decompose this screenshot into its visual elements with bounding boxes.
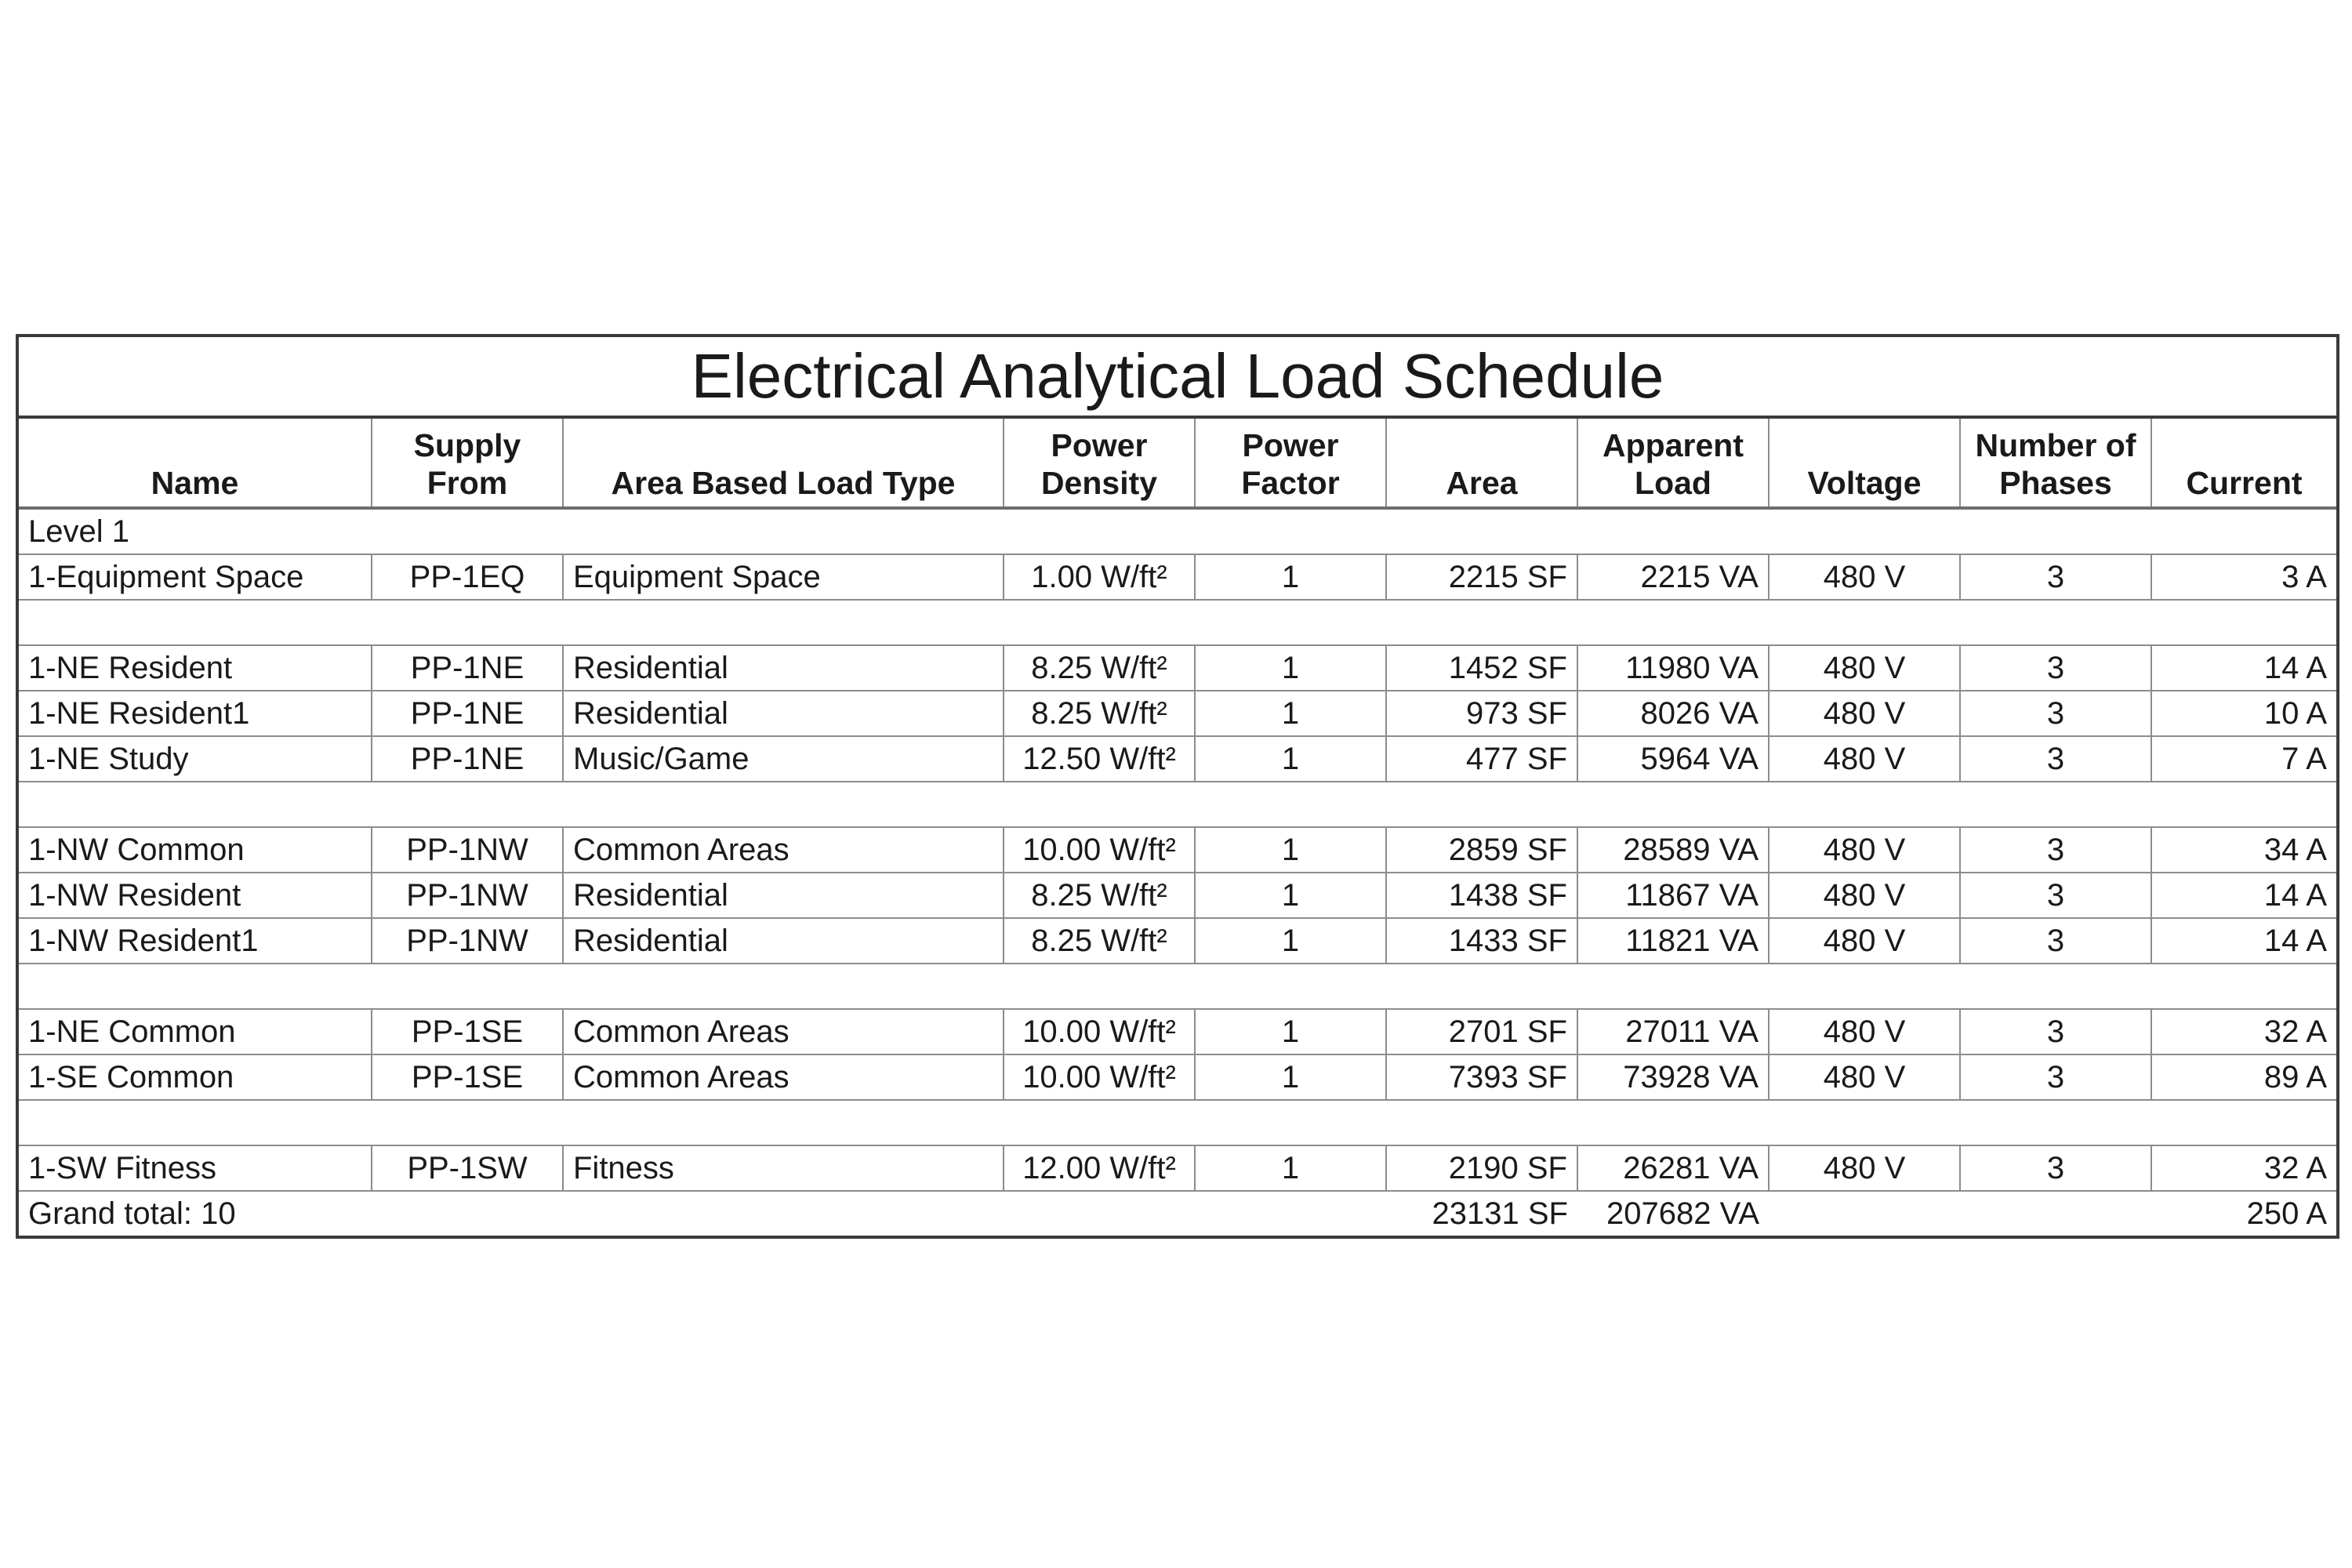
cell-phases: 3 [1960,554,2151,600]
cell-voltage: 480 V [1769,918,1960,964]
column-header-text: Phases [1999,465,2112,501]
cell-power-density: 8.25 W/ft² [1004,873,1195,918]
column-header-text: Load [1635,465,1711,501]
cell-supply-from: PP-1SE [372,1009,563,1054]
cell-power-factor: 1 [1195,827,1386,873]
cell-power-factor: 1 [1195,736,1386,782]
cell-supply-from: PP-1NW [372,827,563,873]
grand-total-label: Grand total: 10 [19,1191,1386,1236]
cell-power-density: 8.25 W/ft² [1004,918,1195,964]
cell-load-type: Residential [563,873,1004,918]
level-label: Level 1 [19,508,2336,554]
cell-phases: 3 [1960,1054,2151,1100]
cell-current: 14 A [2151,873,2336,918]
cell-power-factor: 1 [1195,1054,1386,1100]
cell-name: 1-NE Resident [19,645,372,691]
cell-power-factor: 1 [1195,1009,1386,1054]
cell-current: 7 A [2151,736,2336,782]
cell-supply-from: PP-1NW [372,918,563,964]
spacer-cell [19,964,2336,1009]
cell-supply-from: PP-1EQ [372,554,563,600]
schedule-grid [19,419,2336,1236]
cell-current: 34 A [2151,827,2336,873]
cell-current: 89 A [2151,1054,2336,1100]
cell-voltage: 480 V [1769,1054,1960,1100]
cell-name: 1-SW Fitness [19,1145,372,1191]
cell-power-factor: 1 [1195,1145,1386,1191]
column-header-text: From [426,465,508,501]
cell-voltage: 480 V [1769,1145,1960,1191]
cell-phases: 3 [1960,1145,2151,1191]
cell-phases: 3 [1960,736,2151,782]
cell-supply-from: PP-1SE [372,1054,563,1100]
column-header-text: Area Based Load Type [611,465,956,501]
column-header-text: Area [1446,465,1518,501]
table-row [19,827,2336,873]
cell-name: 1-NW Resident [19,873,372,918]
cell-voltage: 480 V [1769,645,1960,691]
cell-apparent-load: 2215 VA [1577,554,1769,600]
cell-area: 2859 SF [1386,827,1577,873]
table-row [19,736,2336,782]
column-header-supply-from [372,419,563,508]
table-row [19,918,2336,964]
grand-total-row [19,1191,2336,1236]
cell-current: 32 A [2151,1009,2336,1054]
cell-load-type: Residential [563,691,1004,736]
cell-power-factor: 1 [1195,918,1386,964]
cell-load-type: Residential [563,918,1004,964]
cell-supply-from: PP-1SW [372,1145,563,1191]
cell-voltage: 480 V [1769,554,1960,600]
cell-current: 14 A [2151,645,2336,691]
table-row [19,554,2336,600]
level-header-row [19,508,2336,554]
cell-power-factor: 1 [1195,554,1386,600]
cell-area: 2215 SF [1386,554,1577,600]
column-header-power-density [1004,419,1195,508]
cell-area: 2190 SF [1386,1145,1577,1191]
cell-current: 32 A [2151,1145,2336,1191]
cell-power-density: 10.00 W/ft² [1004,827,1195,873]
cell-apparent-load: 8026 VA [1577,691,1769,736]
grand-total-area: 23131 SF [1386,1191,1577,1236]
cell-apparent-load: 26281 VA [1577,1145,1769,1191]
table-row [19,1009,2336,1054]
column-header-text: Power [1051,427,1148,463]
cell-apparent-load: 11980 VA [1577,645,1769,691]
column-header-text: Current [2186,465,2303,501]
cell-area: 477 SF [1386,736,1577,782]
cell-phases: 3 [1960,827,2151,873]
cell-area: 1452 SF [1386,645,1577,691]
cell-apparent-load: 5964 VA [1577,736,1769,782]
column-header-load-type [563,419,1004,508]
cell-load-type: Fitness [563,1145,1004,1191]
table-row [19,691,2336,736]
column-header-text: Number of [1975,427,2136,463]
group-spacer-row [19,600,2336,645]
load-schedule-table [16,334,2339,1239]
cell-power-density: 8.25 W/ft² [1004,691,1195,736]
table-row [19,1145,2336,1191]
cell-name: 1-NW Common [19,827,372,873]
cell-supply-from: PP-1NE [372,736,563,782]
cell-current: 3 A [2151,554,2336,600]
column-header-voltage [1769,419,1960,508]
table-row [19,645,2336,691]
cell-voltage: 480 V [1769,827,1960,873]
grand-total-current: 250 A [2151,1191,2336,1236]
cell-power-factor: 1 [1195,691,1386,736]
cell-name: 1-NW Resident1 [19,918,372,964]
cell-apparent-load: 11867 VA [1577,873,1769,918]
schedule-title: Electrical Analytical Load Schedule [19,337,2336,419]
column-header-area [1386,419,1577,508]
cell-voltage: 480 V [1769,691,1960,736]
cell-name: 1-NE Study [19,736,372,782]
cell-supply-from: PP-1NW [372,873,563,918]
schedule-body [19,508,2336,1236]
column-header-text: Apparent [1602,427,1744,463]
cell-area: 1438 SF [1386,873,1577,918]
group-spacer-row [19,782,2336,827]
group-spacer-row [19,964,2336,1009]
cell-power-density: 10.00 W/ft² [1004,1009,1195,1054]
cell-load-type: Residential [563,645,1004,691]
cell-apparent-load: 27011 VA [1577,1009,1769,1054]
table-row [19,873,2336,918]
cell-supply-from: PP-1NE [372,691,563,736]
cell-name: 1-SE Common [19,1054,372,1100]
cell-power-density: 10.00 W/ft² [1004,1054,1195,1100]
column-header-text: Voltage [1807,465,1922,501]
header-row [19,419,2336,508]
cell-power-density: 12.00 W/ft² [1004,1145,1195,1191]
cell-name: 1-Equipment Space [19,554,372,600]
cell-voltage: 480 V [1769,1009,1960,1054]
cell-area: 7393 SF [1386,1054,1577,1100]
cell-area: 1433 SF [1386,918,1577,964]
group-spacer-row [19,1100,2336,1145]
cell-current: 10 A [2151,691,2336,736]
cell-power-density: 1.00 W/ft² [1004,554,1195,600]
cell-current: 14 A [2151,918,2336,964]
column-header-text: Supply [413,427,521,463]
grand-total-apparent-load: 207682 VA [1577,1191,1769,1236]
grand-total-empty [1769,1191,2151,1236]
column-header-apparent-load [1577,419,1769,508]
cell-power-factor: 1 [1195,645,1386,691]
cell-phases: 3 [1960,873,2151,918]
cell-name: 1-NE Common [19,1009,372,1054]
cell-phases: 3 [1960,645,2151,691]
spacer-cell [19,782,2336,827]
column-header-text: Name [151,465,239,501]
cell-supply-from: PP-1NE [372,645,563,691]
cell-load-type: Music/Game [563,736,1004,782]
cell-power-factor: 1 [1195,873,1386,918]
cell-area: 973 SF [1386,691,1577,736]
cell-area: 2701 SF [1386,1009,1577,1054]
cell-power-density: 8.25 W/ft² [1004,645,1195,691]
cell-phases: 3 [1960,918,2151,964]
column-header-text: Power [1242,427,1339,463]
cell-apparent-load: 73928 VA [1577,1054,1769,1100]
column-header-current [2151,419,2336,508]
column-header-name [19,419,372,508]
cell-load-type: Common Areas [563,827,1004,873]
cell-load-type: Common Areas [563,1054,1004,1100]
spacer-cell [19,600,2336,645]
spacer-cell [19,1100,2336,1145]
column-header-text: Density [1040,465,1158,501]
cell-name: 1-NE Resident1 [19,691,372,736]
cell-phases: 3 [1960,1009,2151,1054]
cell-apparent-load: 28589 VA [1577,827,1769,873]
column-header-text: Factor [1241,465,1340,501]
cell-load-type: Equipment Space [563,554,1004,600]
cell-power-density: 12.50 W/ft² [1004,736,1195,782]
cell-voltage: 480 V [1769,736,1960,782]
column-header-phases [1960,419,2151,508]
cell-phases: 3 [1960,691,2151,736]
table-row [19,1054,2336,1100]
cell-voltage: 480 V [1769,873,1960,918]
cell-apparent-load: 11821 VA [1577,918,1769,964]
cell-load-type: Common Areas [563,1009,1004,1054]
column-header-power-factor [1195,419,1386,508]
